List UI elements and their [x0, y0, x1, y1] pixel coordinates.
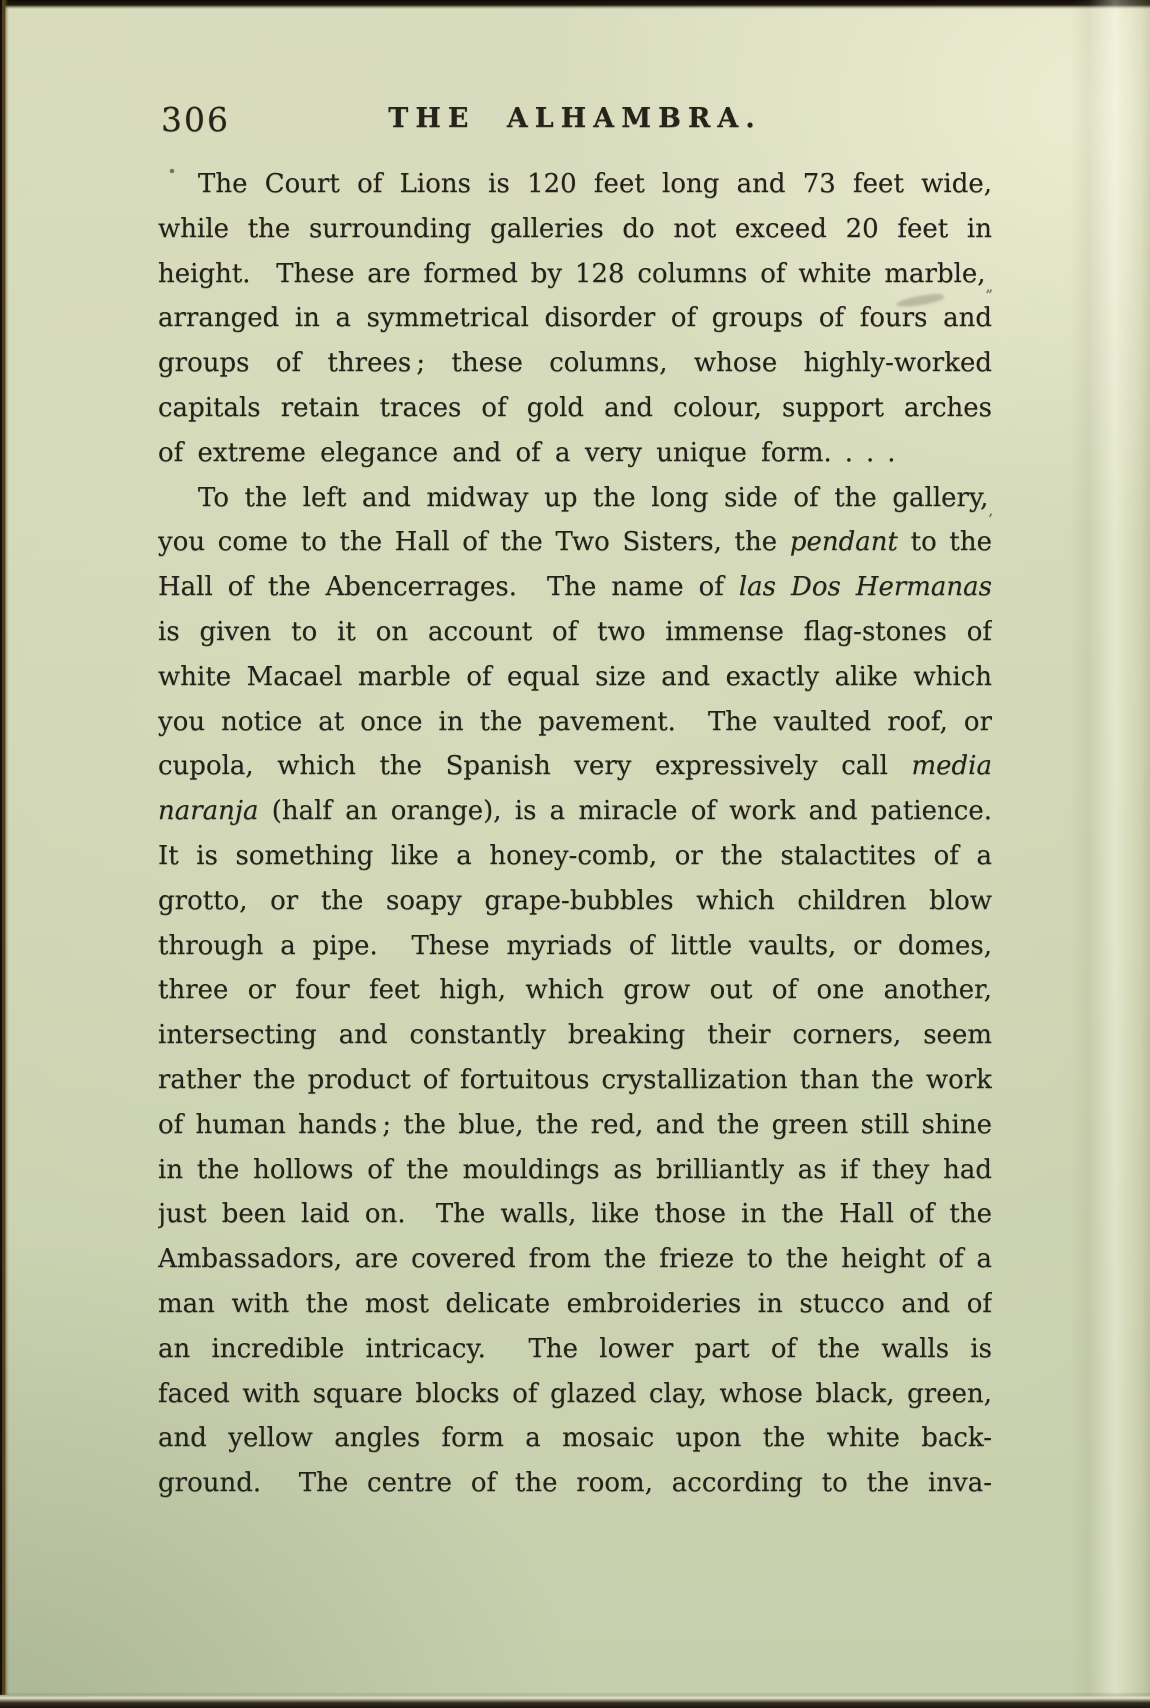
text-line: grotto, or the soapy grape-bubbles which children blow [158, 885, 992, 916]
text-line: through a pipe. These myriads of little vaults, or domes, [158, 930, 992, 961]
text-line: Ambassadors, are covered from the frieze to the height of a [158, 1244, 992, 1275]
print-artifact: „ [985, 278, 992, 295]
text-line: white Macael marble of equal size and exactly alike which [158, 661, 992, 692]
page-curve-highlight [1070, 0, 1150, 1708]
text-line: groups of threes ; these columns, whose highly-worked [158, 348, 992, 379]
scan-edge-bottom [0, 1692, 1150, 1708]
running-header: THE ALHAMBRA. [388, 103, 762, 134]
text-line: an incredible intricacy. The lower part of the walls is [158, 1333, 992, 1364]
text-line: Hall of the Abencerrages. The name of las Dos Hermanas [158, 572, 992, 603]
text-line: three or four feet high, which grow out of one another, [158, 975, 992, 1006]
text-line: is given to it on account of two immense flag-stones of [158, 616, 992, 647]
text-line: rather the product of fortuitous crystallization than the work [158, 1064, 992, 1095]
text-block [158, 162, 992, 1506]
page-number: 306 [161, 100, 230, 139]
text-line: ground. The centre of the room, according to the inva- [158, 1468, 992, 1499]
text-line: just been laid on. The walls, like those in the Hall of the [158, 1199, 992, 1230]
text-line: in the hollows of the mouldings as brilliantly as if they had [158, 1154, 992, 1185]
scan-edge-left [0, 0, 9, 1695]
text-line: The Court of Lions is 120 feet long and 73 feet wide, [198, 169, 992, 199]
text-line: you come to the Hall of the Two Sisters, the pendant to the [158, 527, 992, 558]
text-line: intersecting and constantly breaking their corners, seem [158, 1020, 992, 1051]
text-line: and yellow angles form a mosaic upon the white back- [158, 1423, 992, 1454]
text-line: of extreme elegance and of a very unique form. . . . [158, 437, 896, 468]
text-line: arranged in a symmetrical disorder of groups of fours and [158, 303, 992, 334]
text-line: cupola, which the Spanish very expressively call media [158, 751, 992, 782]
text-line: height. These are formed by 128 columns of white marble,„ [158, 252, 992, 297]
text-line: It is something like a honey-comb, or the stalactites of a [158, 840, 992, 871]
print-artifact: , [988, 502, 992, 519]
text-line: of human hands ; the blue, the red, and the green still shine [158, 1109, 992, 1140]
text-line: naranja (half an orange), is a miracle of work and patience. [158, 796, 992, 827]
text-line: man with the most delicate embroideries in stucco and of [158, 1288, 992, 1319]
text-line: faced with square blocks of glazed clay, whose black, green, [158, 1378, 992, 1409]
text-line: capitals retain traces of gold and colour, support arches [158, 392, 992, 423]
text-line: while the surrounding galleries do not exceed 20 feet in [158, 213, 992, 244]
ink-speck [170, 169, 174, 173]
text-line: you notice at once in the pavement. The vaulted roof, or [158, 706, 992, 737]
text-line: To the left and midway up the long side of the gallery,, [158, 476, 992, 521]
scan-edge-top [0, 0, 1150, 9]
